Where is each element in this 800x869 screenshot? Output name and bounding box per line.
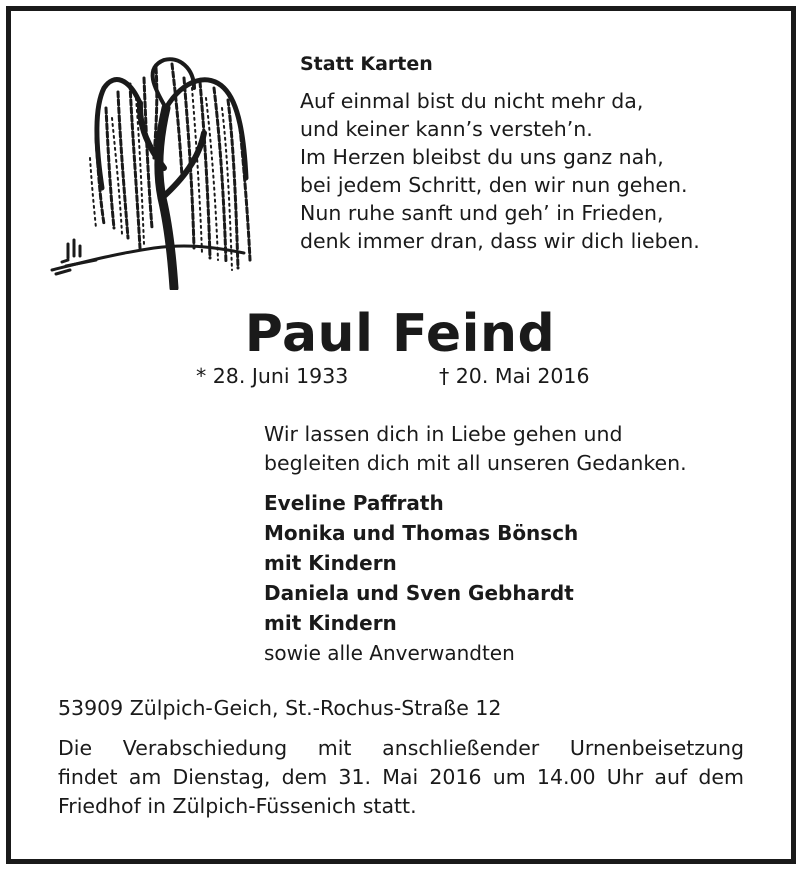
- farewell-line: begleiten dich mit all unseren Gedanken.: [264, 451, 687, 475]
- farewell-text: [264, 420, 687, 478]
- poem: [300, 87, 700, 255]
- mourner-name: mit Kindern: [264, 551, 397, 575]
- death-date: † 20. Mai 2016: [439, 364, 590, 388]
- deceased-name: Paul Feind: [244, 304, 556, 364]
- funeral-note-line: Die Verabschiedung mit anschließender Urnenbeisetzung: [58, 736, 744, 760]
- mourners-list: [264, 488, 578, 668]
- poem-line: und keiner kann’s versteh’n.: [300, 117, 593, 141]
- funeral-note-line: findet am Dienstag, dem 31. Mai 2016 um 14.00 Uhr auf dem: [58, 765, 744, 789]
- funeral-note: [58, 734, 744, 821]
- poem-line: bei jedem Schritt, den wir nun gehen.: [300, 173, 688, 197]
- mourner-name: mit Kindern: [264, 611, 397, 635]
- farewell-line: Wir lassen dich in Liebe gehen und: [264, 422, 623, 446]
- relatives-line: sowie alle Anverwandten: [264, 641, 515, 665]
- mourner-name: Eveline Paffrath: [264, 491, 444, 515]
- poem-line: Im Herzen bleibst du uns ganz nah,: [300, 145, 664, 169]
- poem-line: Nun ruhe sanft und geh’ in Frieden,: [300, 201, 664, 225]
- funeral-note-line: Friedhof in Zülpich-Füssenich statt.: [58, 794, 417, 818]
- statt-karten-heading: Statt Karten: [300, 53, 433, 75]
- mourner-name: Monika und Thomas Bönsch: [264, 521, 579, 545]
- birth-date: * 28. Juni 1933: [196, 364, 349, 388]
- poem-line: denk immer dran, dass wir dich lieben.: [300, 229, 700, 253]
- address: 53909 Zülpich-Geich, St.-Rochus-Straße 12: [58, 696, 502, 720]
- mourner-name: Daniela und Sven Gebhardt: [264, 581, 574, 605]
- poem-line: Auf einmal bist du nicht mehr da,: [300, 89, 644, 113]
- weeping-willow-illustration: [44, 48, 262, 290]
